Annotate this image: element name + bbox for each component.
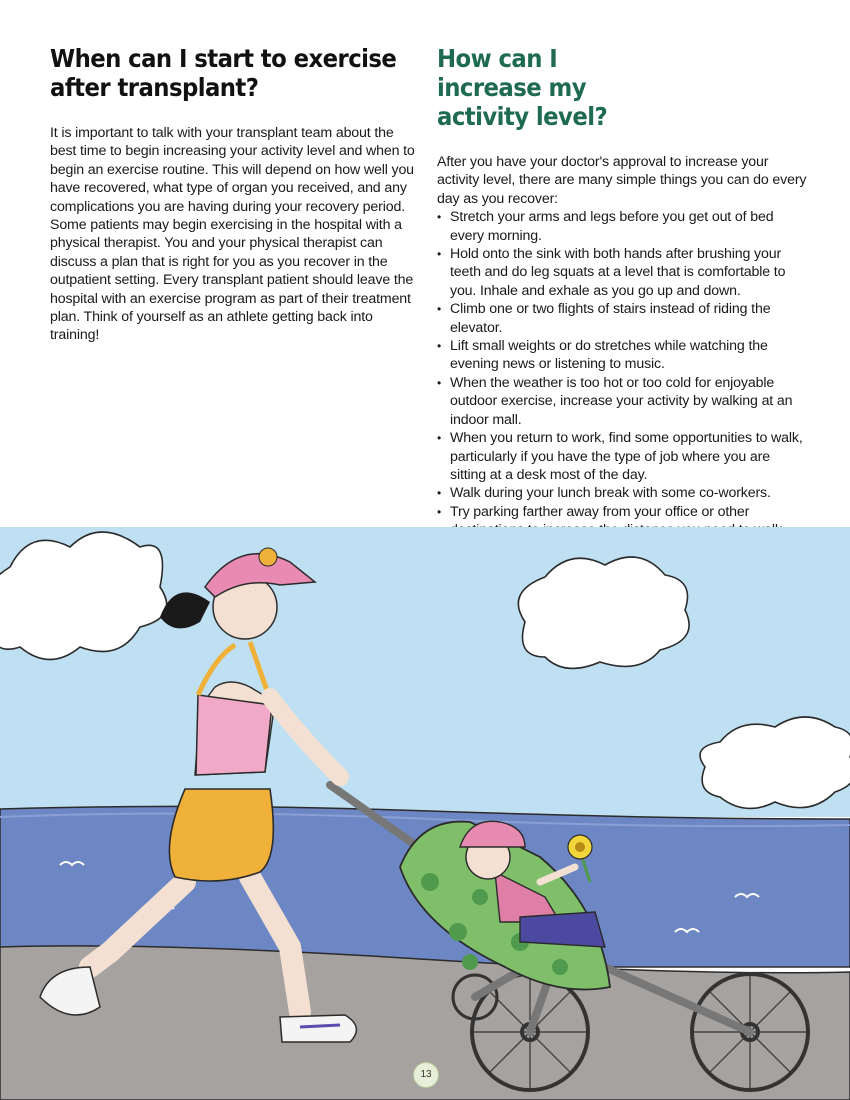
list-item-text: Walk during your lunch break with some co-workers. — [450, 485, 771, 502]
bullet-icon: • — [437, 247, 442, 262]
page-number-badge: 13 — [413, 1062, 439, 1088]
bullet-icon: • — [437, 431, 442, 446]
list-item-text: Climb one or two flights of stairs instead of riding the elevator. — [450, 301, 771, 336]
list-item-text: Lift small weights or do stretches while watching the evening news or listening to music. — [450, 338, 768, 373]
bullet-icon: • — [437, 339, 442, 354]
activity-intro-paragraph: After you have your doctor's approval to increase your activity level, there are many simple things you can do every day as you recover: — [437, 154, 807, 207]
list-item — [437, 208, 809, 245]
bullet-icon: • — [437, 486, 442, 501]
right-column — [437, 44, 809, 540]
list-item-text: Try parking farther away from your office or other — [450, 503, 750, 520]
activity-level-heading: How can I increase my activity level? — [437, 44, 608, 131]
list-item — [437, 300, 809, 337]
list-item-text: Stretch your arms and legs before you get out of bed every morning. — [450, 209, 774, 244]
exercise-start-paragraph: It is important to talk with your transplant team about the best time to begin increasing your activity level and when to begin an exercise routine. This will depend on how well you have recovered, what type of organ you received, and any complications you are having during your recovery period. Some patients may begin exercising in the hospital with a physical therapist. You and your physical therapist can discuss a plan that is right for you as you recover in the outpatient setting. Every transplant patient should leave the hospital with an exercise program as part of their treatment plan. Think of yourself as an athlete getting back into training! — [50, 125, 415, 344]
bullet-icon: • — [437, 210, 442, 225]
left-column — [50, 44, 418, 345]
list-item — [437, 245, 809, 300]
jogging-stroller-illustration — [0, 527, 850, 1100]
list-item — [437, 429, 809, 484]
bullet-icon: • — [437, 302, 442, 317]
exercise-start-heading: When can I start to exercise after transplant? — [50, 44, 397, 102]
list-item — [437, 484, 809, 502]
list-item-text: When you return to work, find some opportunities to walk, particularly if you have the type of job where you are sitting at a desk most of the day. — [450, 430, 803, 483]
list-item — [437, 337, 809, 374]
bullet-icon: • — [437, 504, 442, 519]
list-item-text: When the weather is too hot or too cold for enjoyable outdoor exercise, increase your activity by walking at an indoor mall. — [450, 374, 793, 428]
bullet-icon: • — [437, 375, 442, 390]
list-item — [437, 374, 809, 429]
activity-tips-list — [437, 208, 809, 539]
list-item-text: Hold onto the sink with both hands after brushing your teeth and do leg squats at a level that is comfortable to you. Inhale and exhale as you go up and down. — [450, 246, 786, 299]
